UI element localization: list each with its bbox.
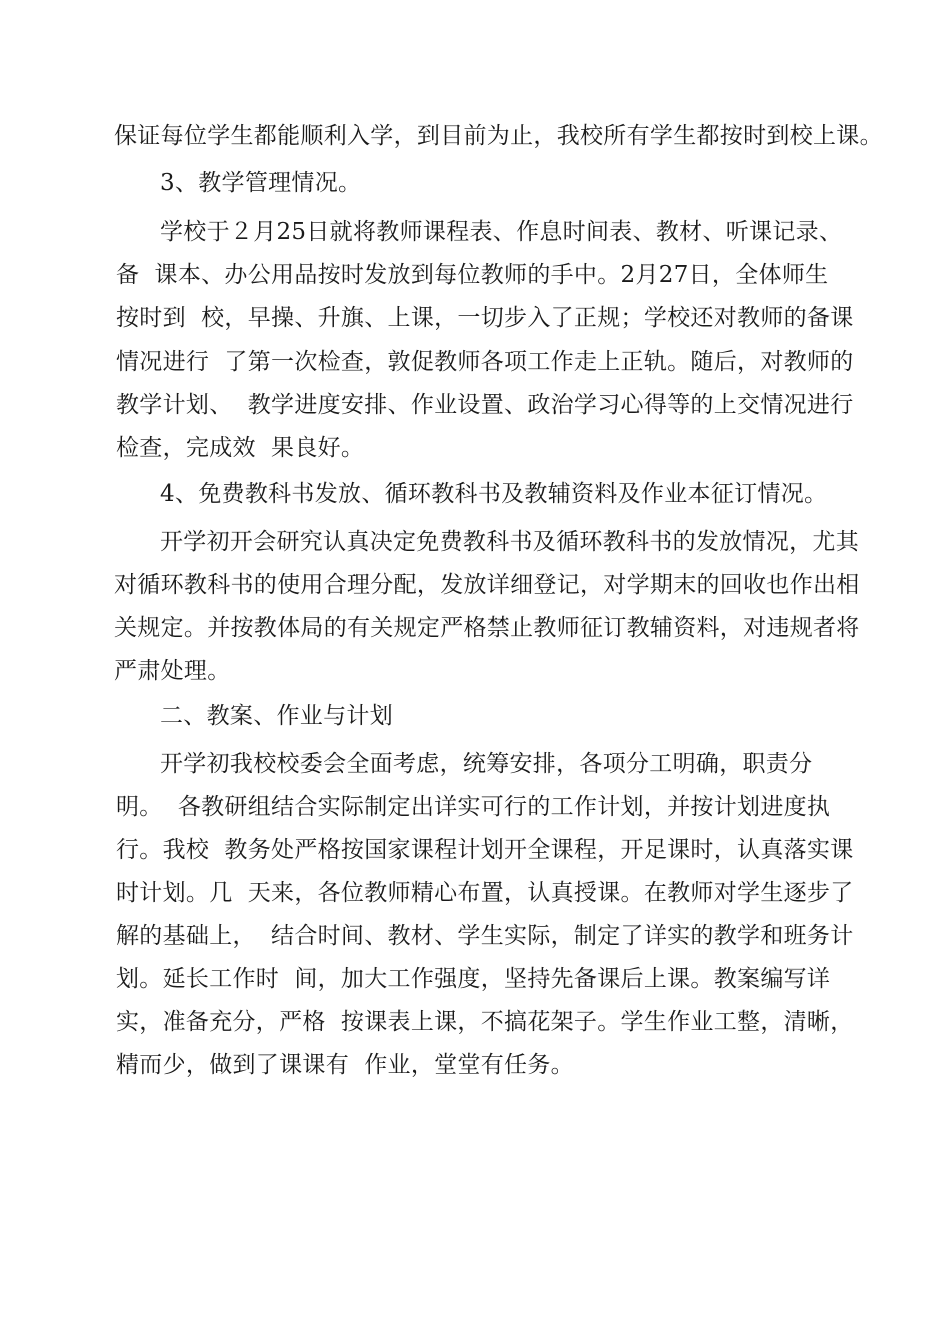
- text-line-11: 对循环教科书的使用合理分配，发放详细登记，对学期末的回收也作出相: [114, 572, 860, 598]
- text-line-16: 明。 各教研组结合实际制定出详实可行的工作计划，并按计划进度执: [116, 794, 831, 820]
- text-line-10: 开学初开会研究认真决定免费教科书及循环教科书的发放情况，尤其: [160, 529, 859, 555]
- text-line-13: 严肃处理。: [114, 658, 231, 684]
- text-line-8: 检查，完成效 果良好。: [116, 435, 365, 461]
- text-line-1: 保证每位学生都能顺利入学，到目前为止，我校所有学生都按时到校上课。: [114, 123, 883, 149]
- text-line-19: 解的基础上， 结合时间、教材、学生实际，制定了详实的教学和班务计: [116, 923, 854, 949]
- text-line-3: 学校于２月25日就将教师课程表、作息时间表、教材、听课记录、: [160, 219, 843, 245]
- section-heading-3: 3、教学管理情况。: [160, 170, 362, 196]
- text-line-6: 情况进行 了第一次检查，敦促教师各项工作走上正轨。随后，对教师的: [116, 349, 854, 375]
- text-line-20: 划。延长工作时 间，加大工作强度，坚持先备课后上课。教案编写详: [116, 966, 831, 992]
- text-line-15: 开学初我校校委会全面考虑，统筹安排，各项分工明确，职责分: [160, 751, 813, 777]
- text-line-17: 行。我校 教务处严格按国家课程计划开全课程，开足课时，认真落实课: [116, 837, 854, 863]
- text-line-21: 实，准备充分，严格 按课表上课，不搞花架子。学生作业工整，清晰，: [116, 1009, 854, 1035]
- text-line-7: 教学计划、 教学进度安排、作业设置、政治学习心得等的上交情况进行: [116, 392, 854, 418]
- text-line-5: 按时到 校，早操、升旗、上课，一切步入了正规；学校还对教师的备课: [116, 305, 854, 331]
- text-line-12: 关规定。并按教体局的有关规定严格禁止教师征订教辅资料，对违规者将: [114, 615, 860, 641]
- text-line-18: 时计划。几 天来，各位教师精心布置，认真授课。在教师对学生逐步了: [116, 880, 854, 906]
- text-line-4: 备 课本、办公用品按时发放到每位教师的手中。2月27日，全体师生: [116, 262, 829, 288]
- text-line-22: 精而少，做到了课课有 作业，堂堂有任务。: [116, 1052, 574, 1078]
- section-heading-4: 4、免费教科书发放、循环教科书及教辅资料及作业本征订情况。: [160, 481, 828, 507]
- section-heading-2: 二、教案、作业与计划: [160, 703, 393, 729]
